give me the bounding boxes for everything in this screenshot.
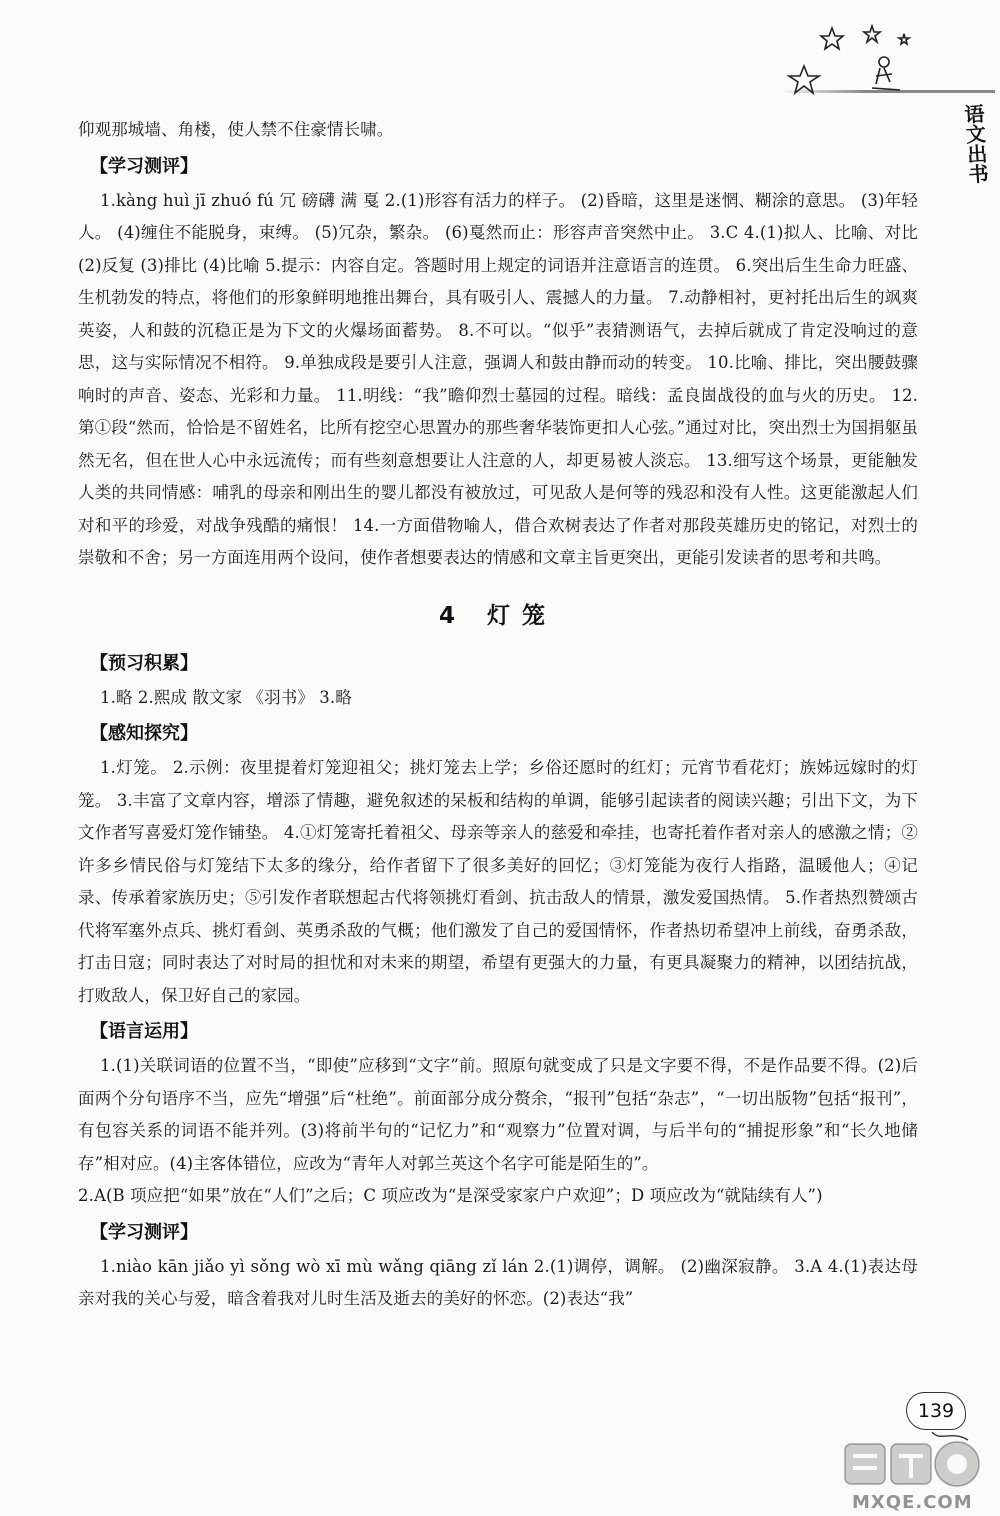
main-content <box>78 114 918 1316</box>
language-answers-1: 1.(1)关联词语的位置不当，“即使”应移到“文字”前。照原句就变成了只是文字要不得，不是作品要不得。(2)后面两个分句语序不当，应先“增强”后“杜绝”。前面部分成分赘余，“报刊”包括“杂志”，“一切出版物”包括“报刊”，有包容关系的词语不能并列。(3)将前半句的“记忆力”和“观察力”位置对调，与后半句的“捕捉形象”和“长久地储存”相对应。(4)主客体错位，应改为“青年人对郭兰英这个名字可能是陌生的”。 <box>78 1056 918 1173</box>
intro-line: 仰观那城墙、角楼，使人禁不住豪情长啸。 <box>78 120 394 139</box>
page-number: 139 <box>906 1392 966 1430</box>
language-answers-2: 2.A(B 项应把“如果”放在“人们”之后；C 项应改为“是深受家家户户欢迎”；D 项应改为“就陆续有人”) <box>78 1186 823 1205</box>
stars-decoration-icon <box>780 18 930 100</box>
explore-answers: 1.灯笼。 2.示例：夜里提着灯笼迎祖父；挑灯笼去上学；乡俗还愿时的红灯；元宵节看花灯；族姊远嫁时的灯笼。 3.丰富了文章内容，增添了情趣，避免叙述的呆板和结构的单调，能够引起读者的阅读兴趣；引出下文，为下文作者写喜爱灯笼作铺垫。 4.①灯笼寄托着祖父、母亲等亲人的慈爱和牵挂，也寄托着作者对亲人的感激之情；②许多乡情民俗与灯笼结下太多的缘分，给作者留下了很多美好的回忆；③灯笼能为夜行人指路，温暖他人；④记录、传承着家族历史；⑤引发作者联想起古代将领挑灯看剑、抗击敌人的情景，激发爱国热情。 5.作者热烈赞颂古代将军塞外点兵、挑灯看剑、英勇杀敌的气概；他们激发了自己的爱国情怀，作者热切希望冲上前线，奋勇杀敌，打击日寇；同时表达了对时局的担忧和对未来的期望，希望有更强大的力量，有更具凝聚力的精神，以团结抗战，打败敌人，保卫好自己的家园。 <box>78 758 918 1005</box>
heading-language: 【语言运用】 <box>90 1021 198 1042</box>
side-tag-handwriting: 语文出书 <box>960 103 990 185</box>
test-answers: 1.niào kān jiǎo yì sǒng wò xī mù wǎng qiāng zǐ lán 2.(1)调停，调解。 (2)幽深寂静。 3.A 4.(1)表达母亲对我的关心与爱，暗含着我对儿时生活及逝去的美好的怀恋。(2)表达“我” <box>78 1256 918 1308</box>
lesson-title: 4 灯笼 <box>438 602 557 629</box>
heading-explore: 【感知探究】 <box>90 723 198 744</box>
watermark-url: MXQE.COM <box>852 1492 973 1513</box>
heading-test-prev: 【学习测评】 <box>90 155 198 177</box>
preview-answers: 1.略 2.熙成 散文家 《羽书》 3.略 <box>100 687 352 707</box>
test-answers-prev: 1.kàng huì jī zhuó fú 冗 磅礴 满 戛 2.(1)形容有活力的样子。 (2)昏暗，这里是迷惘、糊涂的意思。 (3)年轻人。 (4)缠住不能脱身，束缚。 (5)冗杂，繁杂。 (6)戛然而止：形容声音突然中止。 3.C 4.(1)拟人、比喻、对比 (2)反复 (3)排比 (4)比喻 5.提示：内容自定。答题时用上规定的词语并注意语言的连贯。 6.突出后生生命力旺盛、生机勃发的特点，将他们的形象鲜明地推出舞台，具有吸引人、震撼人的力量。 7.动静相衬，更衬托出后生的飒爽英姿，人和鼓的沉稳正是为下文的火爆场面蓄势。 8.不可以。“似乎”表猜测语气，去掉后就成了肯定没响过的意思，这与实际情况不相符。 9.单独成段是要引人注意，强调人和鼓由静而动的转变。 10.比喻、排比，突出腰鼓骤响时的声音、姿态、光彩和力量。 11.明线：“我”瞻仰烈士墓园的过程。暗线：孟良崮战役的血与火的历史。 12.第①段“然而，恰恰是不留姓名，比所有挖空心思置办的那些奢华装饰更扣人心弦。”通过对比，突出烈士为国捐躯虽然无名，但在世人心中永远流传；而有些刻意想要让人注意的人，却更易被人淡忘。 13.细写这个场景，更能触发人类的共同情感：哺乳的母亲和刚出生的婴儿都没有被放过，可见敌人是何等的残忍和没有人性。这更能激起人们对和平的珍爱，对战争残酷的痛恨！ 14.一方面借物喻人，借合欢树表达了作者对那段英雄历史的铭记，对烈士的崇敬和不舍；另一方面连用两个设问，使作者想要表达的情感和文章主旨更突出，更能引发读者的思考和共鸣。 <box>78 190 918 567</box>
heading-preview: 【预习积累】 <box>90 652 198 674</box>
header-rule <box>780 90 995 93</box>
heading-test: 【学习测评】 <box>90 1221 198 1243</box>
